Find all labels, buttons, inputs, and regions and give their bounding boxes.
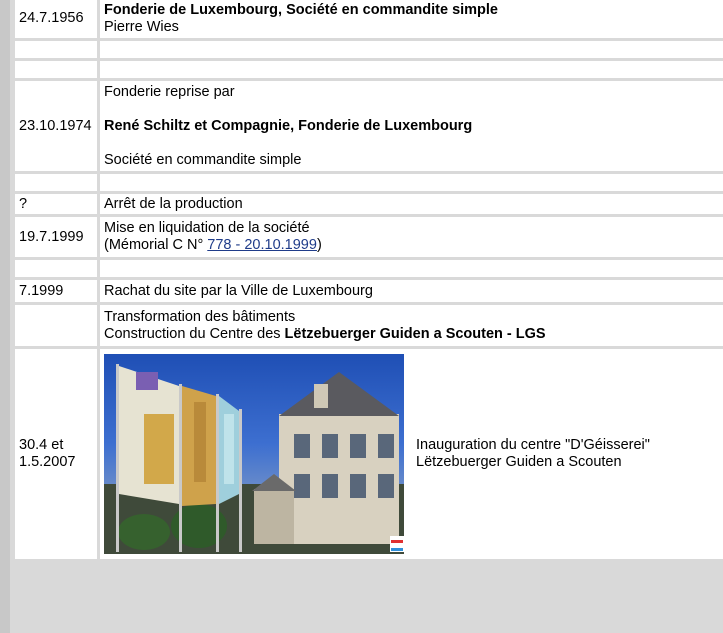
company-name: Fonderie de Luxembourg, Société en commandite simple (104, 1, 498, 18)
date-cell: 30.4 et 1.5.2007 (15, 349, 97, 559)
event-cell: Arrêt de la production (100, 194, 723, 214)
memorial-ref-suffix: ) (316, 237, 322, 253)
caption-line: Inauguration du centre "D'Géisserei" (416, 437, 650, 453)
event-cell (100, 217, 723, 257)
date-cell (15, 305, 97, 346)
event-cell: Rachat du site par la Ville de Luxembourg (100, 280, 723, 302)
date-cell: 19.7.1999 (15, 217, 97, 257)
event-line: Société en commandite simple (104, 151, 302, 168)
spacer-row (15, 260, 723, 277)
history-table (12, 0, 723, 562)
date-cell: ? (15, 194, 97, 214)
spacer-row (15, 174, 723, 191)
company-name: René Schiltz et Compagnie, Fonderie de Luxembourg (104, 117, 473, 134)
memorial-link[interactable]: 778 - 20.10.1999 (207, 237, 317, 253)
caption-line: Lëtzebuerger Guiden a Scouten (416, 454, 622, 470)
event-cell (100, 349, 723, 559)
table-row (15, 81, 723, 171)
event-line: Transformation des bâtiments (104, 308, 296, 325)
event-cell (100, 81, 723, 171)
event-line: Mise en liquidation de la société (104, 220, 310, 236)
table-row (15, 305, 723, 346)
table-row (15, 194, 723, 214)
event-cell (100, 305, 723, 346)
event-line-prefix: Construction du Centre des (104, 325, 285, 342)
spacer-row (15, 61, 723, 78)
date-cell: 23.10.1974 (15, 81, 97, 171)
photo-caption (416, 437, 650, 471)
person-name: Pierre Wies (104, 18, 179, 35)
table-row (15, 349, 723, 559)
organisation-name: Lëtzebuerger Guiden a Scouten - LGS (284, 325, 546, 342)
table-row (15, 0, 723, 38)
left-margin-strip (0, 0, 10, 633)
date-cell: 24.7.1956 (15, 0, 97, 38)
memorial-ref-prefix: (Mémorial C N° (104, 237, 208, 253)
event-cell (100, 0, 723, 38)
spacer-row (15, 41, 723, 58)
date-cell: 7.1999 (15, 280, 97, 302)
event-line: Fonderie reprise par (104, 83, 235, 100)
inauguration-photo (104, 354, 404, 554)
table-row (15, 280, 723, 302)
table-row (15, 217, 723, 257)
